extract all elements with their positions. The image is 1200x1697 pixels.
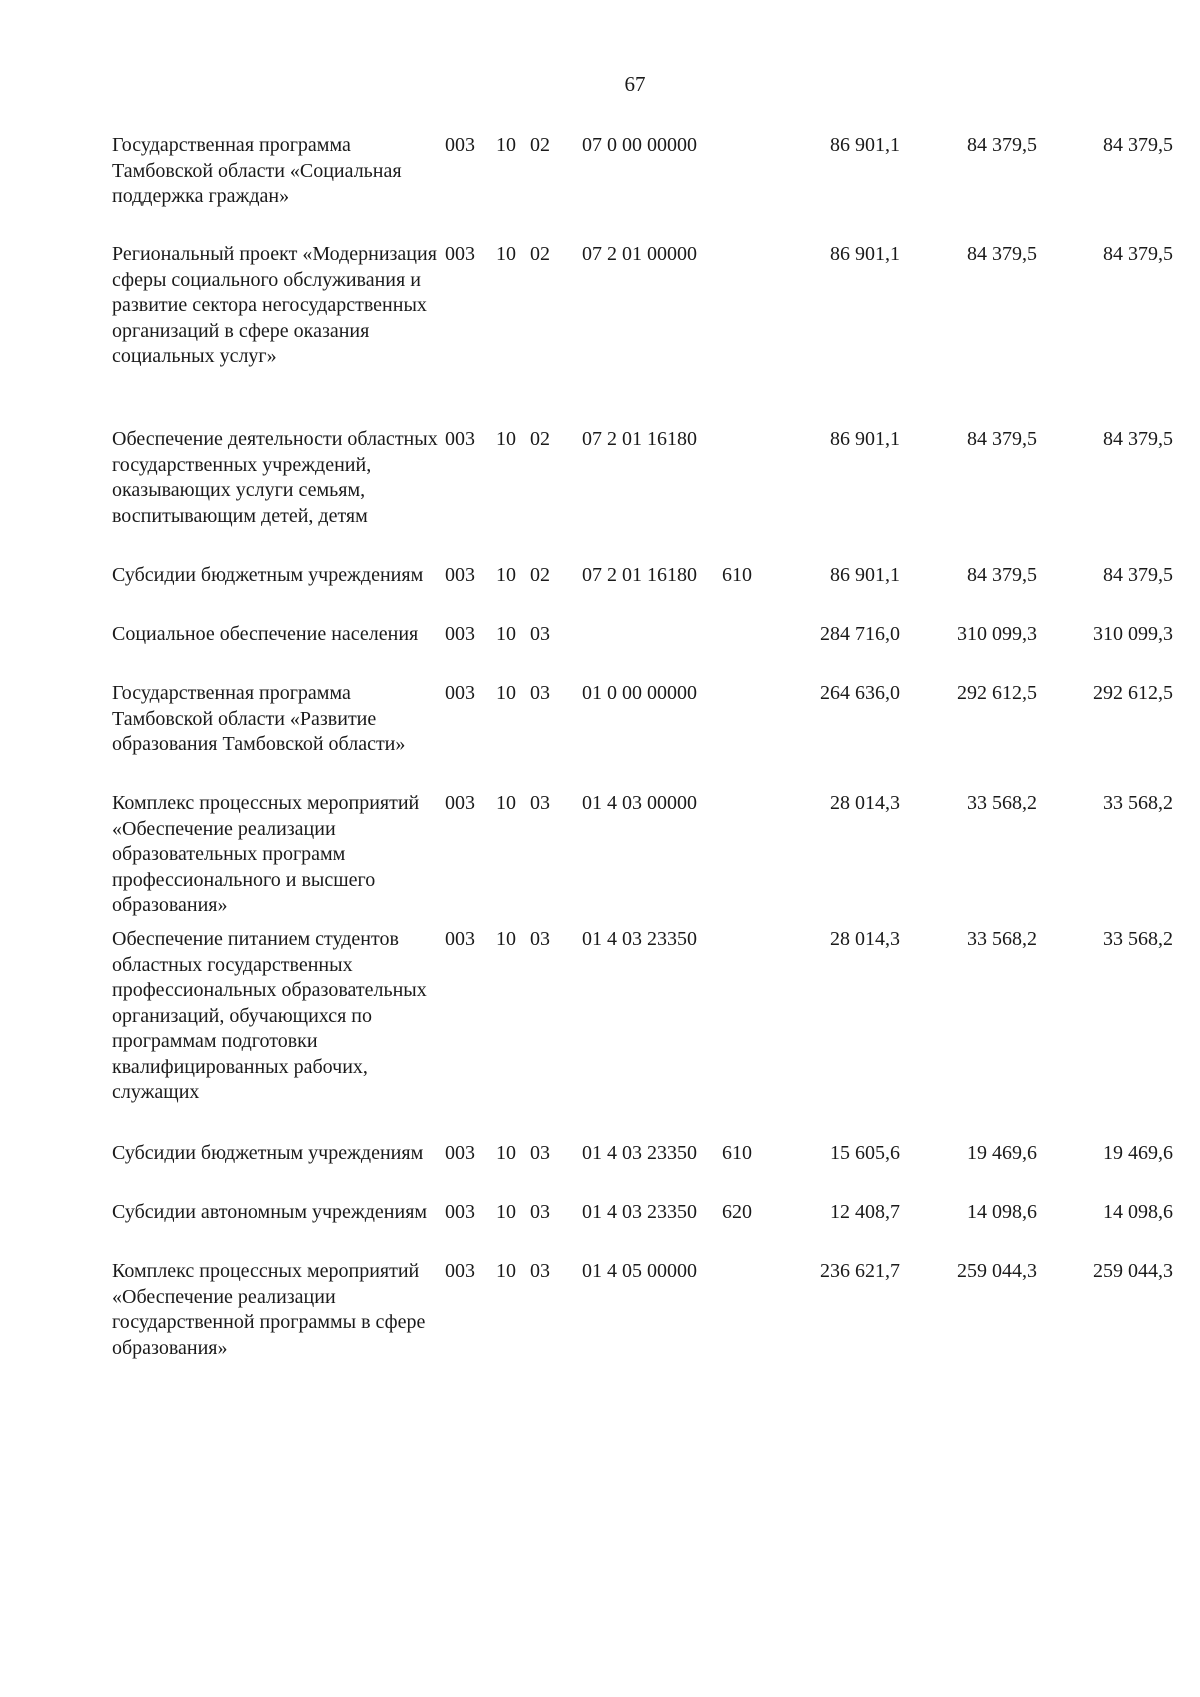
table-row (0, 563, 1200, 622)
budget-table (0, 133, 1200, 1369)
row-name: Комплекс процессных мероприятий «Обеспечение реализации государственной программы в сфере образования» (112, 1260, 426, 1359)
table-row (0, 927, 1200, 1141)
amount-year-2: 84 379,5 (967, 564, 1037, 586)
section-code: 10 (496, 792, 516, 814)
subsection-code: 02 (530, 243, 550, 265)
row-name: Обеспечение деятельности областных государственных учреждений, оказывающих услуги семьям, воспитывающим детей, детям (112, 428, 438, 527)
table-row (0, 622, 1200, 681)
amount-year-1: 264 636,0 (820, 682, 900, 704)
amount-year-3: 84 379,5 (1103, 243, 1173, 265)
amount-year-2: 84 379,5 (967, 134, 1037, 156)
amount-year-2: 84 379,5 (967, 428, 1037, 450)
subsection-code: 02 (530, 428, 550, 450)
amount-year-1: 15 605,6 (830, 1142, 900, 1164)
amount-year-3: 14 098,6 (1103, 1201, 1173, 1223)
subsection-code: 03 (530, 928, 550, 950)
amount-year-1: 86 901,1 (830, 564, 900, 586)
target-article-code: 07 2 01 00000 (582, 243, 697, 265)
subsection-code: 03 (530, 623, 550, 645)
subsection-code: 02 (530, 134, 550, 156)
amount-year-1: 236 621,7 (820, 1260, 900, 1282)
row-name: Социальное обеспечение населения (112, 623, 419, 645)
section-code: 10 (496, 134, 516, 156)
amount-year-3: 84 379,5 (1103, 134, 1173, 156)
subsection-code: 03 (530, 682, 550, 704)
amount-year-2: 84 379,5 (967, 243, 1037, 265)
expense-type-code: 610 (722, 1142, 752, 1164)
section-code: 10 (496, 428, 516, 450)
target-article-code: 01 4 03 00000 (582, 792, 697, 814)
amount-year-1: 28 014,3 (830, 928, 900, 950)
target-article-code: 01 4 03 23350 (582, 928, 697, 950)
amount-year-3: 33 568,2 (1103, 928, 1173, 950)
admin-code: 003 (445, 682, 475, 704)
target-article-code: 01 4 03 23350 (582, 1201, 697, 1223)
section-code: 10 (496, 682, 516, 704)
amount-year-3: 259 044,3 (1093, 1260, 1173, 1282)
expense-type-code: 620 (722, 1201, 752, 1223)
admin-code: 003 (445, 792, 475, 814)
subsection-code: 03 (530, 1142, 550, 1164)
section-code: 10 (496, 928, 516, 950)
target-article-code: 07 2 01 16180 (582, 428, 697, 450)
admin-code: 003 (445, 134, 475, 156)
section-code: 10 (496, 1201, 516, 1223)
admin-code: 003 (445, 1142, 475, 1164)
amount-year-3: 84 379,5 (1103, 564, 1173, 586)
subsection-code: 03 (530, 792, 550, 814)
subsection-code: 03 (530, 1260, 550, 1282)
section-code: 10 (496, 1260, 516, 1282)
section-code: 10 (496, 564, 516, 586)
table-row (0, 427, 1200, 563)
amount-year-3: 33 568,2 (1103, 792, 1173, 814)
expense-type-code: 610 (722, 564, 752, 586)
amount-year-2: 14 098,6 (967, 1201, 1037, 1223)
row-name: Региональный проект «Модернизация сферы социального обслуживания и развитие сектора негосударственных организаций в сфере оказания социальных услуг» (112, 243, 437, 367)
table-row (0, 791, 1200, 927)
row-name: Обеспечение питанием студентов областных государственных профессиональных образовательных организаций, обучающихся по программам подготовки квалифицированных рабочих, служащих (112, 928, 427, 1103)
table-row (0, 1200, 1200, 1259)
admin-code: 003 (445, 1260, 475, 1282)
amount-year-1: 12 408,7 (830, 1201, 900, 1223)
amount-year-2: 19 469,6 (967, 1142, 1037, 1164)
admin-code: 003 (445, 243, 475, 265)
amount-year-2: 259 044,3 (957, 1260, 1037, 1282)
row-name: Субсидии бюджетным учреждениям (112, 564, 424, 586)
table-row (0, 1259, 1200, 1369)
amount-year-3: 19 469,6 (1103, 1142, 1173, 1164)
amount-year-3: 292 612,5 (1093, 682, 1173, 704)
row-name: Государственная программа Тамбовской области «Социальная поддержка граждан» (112, 134, 402, 207)
target-article-code: 01 4 05 00000 (582, 1260, 697, 1282)
row-name: Субсидии автономным учреждениям (112, 1201, 428, 1223)
section-code: 10 (496, 623, 516, 645)
admin-code: 003 (445, 928, 475, 950)
amount-year-2: 33 568,2 (967, 792, 1037, 814)
amount-year-1: 86 901,1 (830, 428, 900, 450)
amount-year-1: 28 014,3 (830, 792, 900, 814)
amount-year-1: 284 716,0 (820, 623, 900, 645)
subsection-code: 02 (530, 564, 550, 586)
section-code: 10 (496, 243, 516, 265)
target-article-code: 07 2 01 16180 (582, 564, 697, 586)
admin-code: 003 (445, 1201, 475, 1223)
amount-year-2: 292 612,5 (957, 682, 1037, 704)
table-row (0, 681, 1200, 791)
table-row (0, 1141, 1200, 1200)
amount-year-2: 310 099,3 (957, 623, 1037, 645)
target-article-code: 07 0 00 00000 (582, 134, 697, 156)
table-row (0, 242, 1200, 427)
admin-code: 003 (445, 623, 475, 645)
row-name: Комплекс процессных мероприятий «Обеспечение реализации образовательных программ профессионального и высшего образования» (112, 792, 420, 916)
page-number: 67 (624, 72, 646, 96)
amount-year-1: 86 901,1 (830, 134, 900, 156)
row-name: Субсидии бюджетным учреждениям (112, 1142, 424, 1164)
target-article-code: 01 0 00 00000 (582, 682, 697, 704)
amount-year-3: 84 379,5 (1103, 428, 1173, 450)
row-name: Государственная программа Тамбовской области «Развитие образования Тамбовской области» (112, 682, 406, 755)
table-row (0, 133, 1200, 242)
subsection-code: 03 (530, 1201, 550, 1223)
amount-year-2: 33 568,2 (967, 928, 1037, 950)
amount-year-1: 86 901,1 (830, 243, 900, 265)
amount-year-3: 310 099,3 (1093, 623, 1173, 645)
section-code: 10 (496, 1142, 516, 1164)
admin-code: 003 (445, 428, 475, 450)
target-article-code: 01 4 03 23350 (582, 1142, 697, 1164)
admin-code: 003 (445, 564, 475, 586)
